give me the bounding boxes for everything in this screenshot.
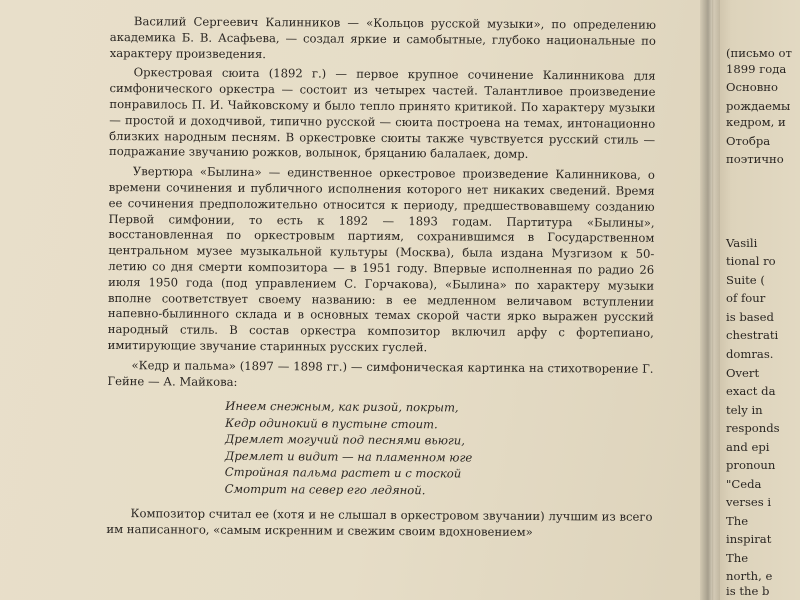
paragraph-intro: Василий Сергеевич Калинников — «Кольцов русской музыки», по определению академика Б. В. Асафьева, — создал яркие и самобытные, глубоко национальные по характеру произведения.: [109, 14, 656, 61]
fragment-line: Suite (: [726, 273, 765, 287]
fragment-line: "Ceda: [726, 477, 762, 491]
fragment-line: pronoun: [726, 458, 776, 472]
poem-line: Дремлет и видит — на пламенном юге: [224, 448, 473, 465]
fragment-line: responds: [726, 421, 780, 435]
fragment-line: is the b: [726, 584, 770, 598]
right-page: [712, 0, 800, 600]
fragment-line: domras.: [726, 347, 774, 361]
poem-line: Инеем снежным, как ризой, покрыт,: [225, 399, 459, 415]
poem-line: Дремлет могучий под песнями вьюги,: [224, 432, 465, 448]
paragraph-cedar-palm: «Кедр и пальма» (1897 — 1898 гг.) — симфоническая картинка на стихотворение Г. Гейне — А. Майкова:: [107, 357, 654, 389]
fragment-line: кедром, и: [726, 115, 786, 129]
fragment-line: tional ro: [726, 254, 776, 268]
fragment-line: Vasili: [726, 236, 758, 250]
fragment-line: inspirat: [726, 532, 772, 546]
fragment-line: Отобра: [726, 134, 771, 148]
fragment-line: The: [726, 514, 749, 528]
paragraph-overture: Увертюра «Былина» — единственное оркестровое произведение Калинникова, о времени сочинения и публичного исполнения которого нет никаких сведений. Время ее сочинения предположительно относится к периоду, предшествовавшему созданию Первой симфонии, то есть к 1892 — 1893 годам. Партитура «Былины», восстановленная по оркестровым партиям, сохранившимся в Государственном центральном музее музыкальной культуры (Москва), была издана Музгизом к 50-летию со дня смерти композитора — в 1951 году. Впервые исполненная по радио 26 июля 1950 года (под управлением С. Горчакова), «Былина» по характеру музыки вполне соответствует своему названию: в ее медленном величавом вступлении напевно-былинного склада и в основных темах скорой части ярко выражен русский народный стиль. В состав оркестра композитор включил арфу с фортепиано, имитирующие звучание старинных русских гуслей.: [107, 164, 655, 355]
fragment-line: verses i: [726, 495, 772, 509]
fragment-line: of four: [726, 291, 766, 305]
poem-block: [225, 398, 654, 500]
paragraph-suite: Оркестровая сюита (1892 г.) — первое крупное сочинение Калинникова для симфонического оркестра — состоит из четырех частей. Талантливое произведение понравилось П. И. Чайковскому и было тепло принято критикой. По характеру музыки — простой и доходчивой, типично русской — сюита построена на темах, интонационно близких народным песням. В оркестровке сюиты также чувствуется русский стиль — подражание звучанию рожков, волынок, бряцанию балалаек, домр.: [108, 65, 656, 162]
fragment-line: is based: [726, 310, 774, 324]
fragment-line: (письмо от: [726, 46, 792, 60]
poem-line: Смотрит на север его ледяной.: [224, 481, 426, 498]
fragment-line: Overt: [726, 366, 760, 380]
fragment-line: chestrati: [726, 328, 779, 342]
paragraph-closing: Композитор считал ее (хотя и не слышал в оркестровом звучании) лучшим из всего им написанного, «самым искренним и свежим своим вдохновением»: [106, 506, 653, 540]
poem-line: Кедр одинокий в пустыне стоит.: [225, 415, 438, 432]
fragment-line: north, e: [726, 569, 773, 583]
fragment-line: exact da: [726, 384, 776, 398]
fragment-line: tely in: [726, 403, 763, 417]
fragment-line: 1899 года: [726, 62, 787, 76]
fragment-line: The: [726, 551, 749, 565]
russian-text-block: [106, 14, 656, 542]
fragment-line: Основно: [726, 80, 778, 94]
fragment-line: and epi: [726, 440, 770, 454]
fragment-line: рождаемы: [726, 99, 791, 113]
poem-line: Стройная пальма растет и с тоской: [224, 465, 462, 481]
fragment-line: поэтично: [726, 152, 784, 166]
